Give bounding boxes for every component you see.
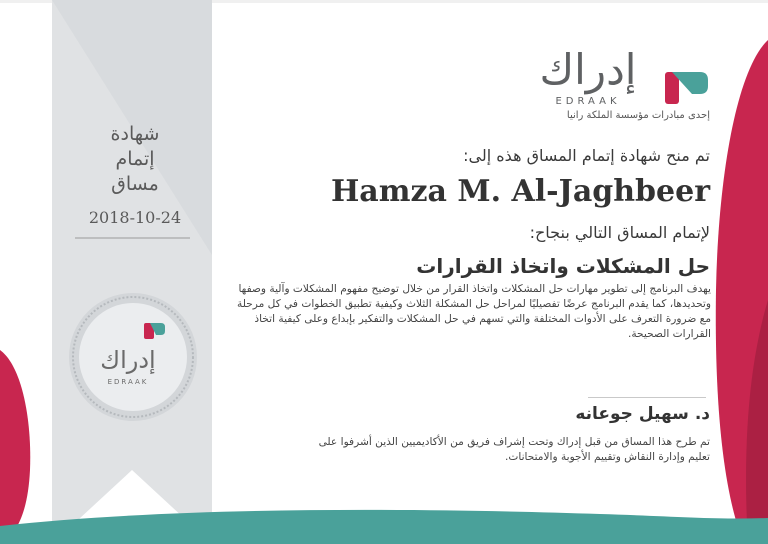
instructor-divider <box>588 397 706 398</box>
instructor-name: د. سهيل جوعانه <box>575 404 710 424</box>
instructor-description: تم طرح هذا المساق من قبل إدراك وتحت إشراف فريق من الأكاديميين الذين أشرفوا على تعليم وإدارة النقاش وتقييم الأجوبة والامتحانات. <box>318 436 710 463</box>
seal-brand-text: إدراك <box>100 346 156 374</box>
certificate-type-label <box>60 122 210 197</box>
logo-brand-en: EDRAAK <box>555 96 621 107</box>
learner-name: Hamza M. Al-Jaghbeer <box>330 174 710 209</box>
ribbon-title-line2: إتمام <box>115 148 155 170</box>
course-description: يهدف البرنامج إلى تطوير مهارات حل المشكلات واتخاذ القرار من خلال توضيح مفهوم المشكلات وآلية وصفها وتحديدها، كما يقدم البرنامج عرضًا تفصيليًا لمراحل حل المشكلة الثلاث وكيفية تطبيق الخطوات في كل مرحلة مع ضرورة التعرف على الأدوات المختلفة والتي تسهم في حل المشكلات والتفكير بإبداع وعلى كيفية اتخاذ القرارات الصحيحة. <box>237 283 711 340</box>
seal-brand-en: EDRAAK <box>107 378 149 386</box>
awarded-to-text: تم منح شهادة إتمام المساق هذه إلى: <box>463 146 710 165</box>
logo-brand-text: إدراك <box>539 45 637 94</box>
issue-date: 2018-10-24 <box>88 208 182 227</box>
edraak-seal-icon <box>66 290 200 424</box>
brand-tagline: إحدى مبادرات مؤسسة الملكة رانيا <box>566 110 710 121</box>
left-crimson-shape <box>0 350 30 544</box>
completion-text: لإتمام المساق التالي بنجاح: <box>529 223 710 242</box>
ribbon-title-line3: مساق <box>111 173 159 195</box>
course-title: حل المشكلات واتخاذ القرارات <box>416 254 710 278</box>
ribbon-title-line1: شهادة <box>110 123 160 145</box>
edraak-logo <box>510 42 715 108</box>
bottom-teal-wave <box>0 510 768 544</box>
